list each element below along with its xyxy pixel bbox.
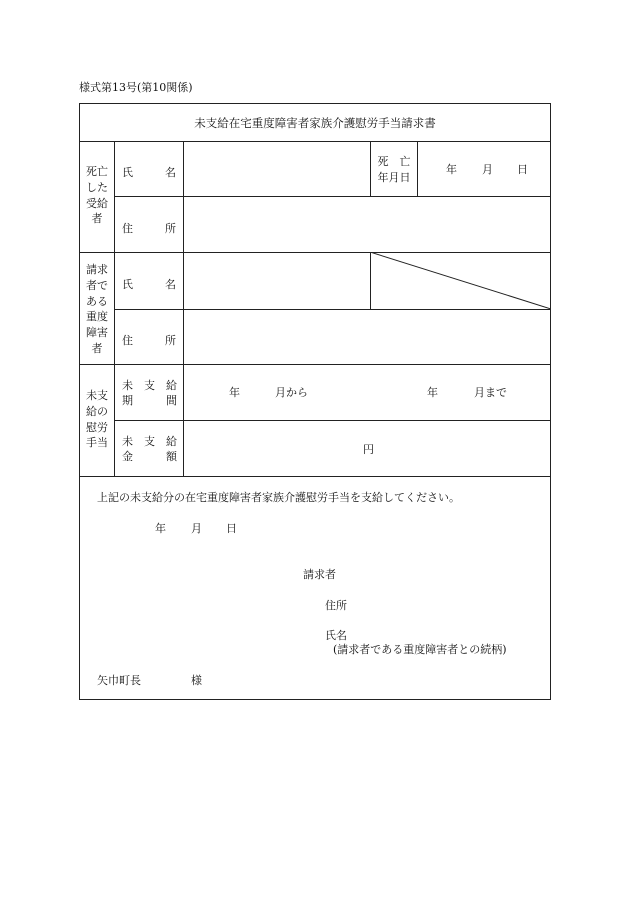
- deceased-date-label: 死 亡 年月日: [377, 155, 411, 184]
- section-label-claimant: 請求者である重度障害者: [86, 263, 108, 355]
- form-caption: 様式第13号(第10関係): [79, 81, 193, 94]
- deceased-date-month: 月: [482, 163, 493, 176]
- deceased-date-year: 年: [446, 163, 457, 176]
- claimant-name-field[interactable]: [184, 253, 370, 309]
- form-title: 未支給在宅重度障害者家族介護慰労手当請求書: [194, 116, 436, 130]
- claimant-address-entry-label: 住所: [325, 599, 347, 612]
- allowance-period-label: 未 支 給 期 間: [122, 379, 177, 407]
- addressee: 矢巾町長: [97, 674, 141, 687]
- declaration-statement: 上記の未支給分の在宅重度障害者家族介護慰労手当を支給してください。: [97, 491, 460, 504]
- allowance-amount-label: 未 支 給 金 額: [122, 435, 177, 463]
- amount-unit: 円: [363, 443, 374, 456]
- form-frame: [79, 103, 551, 700]
- deceased-name-label: 氏 名: [122, 166, 176, 179]
- deceased-address-label: 住 所: [122, 222, 176, 235]
- deceased-address-field[interactable]: [184, 197, 551, 252]
- claimant-name-label: 氏 名: [122, 278, 176, 291]
- blank-cell-diagonal: [370, 252, 551, 309]
- line-table-bottom: [80, 476, 550, 477]
- declaration-date-day: 日: [226, 522, 237, 535]
- section-label-allowance: 未支給の慰労手当: [86, 389, 108, 450]
- deceased-name-field[interactable]: [184, 142, 370, 196]
- addressee-honorific: 様: [191, 674, 202, 687]
- claimant-address-field[interactable]: [184, 310, 551, 364]
- period-to-year: 年: [427, 386, 438, 399]
- line-section-column: [114, 141, 115, 476]
- relation-note: (請求者である重度障害者との続柄): [333, 643, 507, 656]
- period-to-month: 月まで: [474, 386, 507, 399]
- period-from-month: 月から: [275, 386, 308, 399]
- claimant-signature-label: 請求者: [303, 568, 336, 581]
- period-from-year: 年: [229, 386, 240, 399]
- claimant-name-entry-label: 氏名: [325, 629, 347, 642]
- claimant-name-entry[interactable]: [355, 624, 545, 644]
- deceased-date-day: 日: [517, 163, 528, 176]
- claimant-address-entry[interactable]: [355, 594, 545, 614]
- claimant-address-label: 住 所: [122, 334, 176, 347]
- section-label-deceased: 死亡した受給者: [86, 165, 108, 226]
- declaration-date-year: 年: [155, 522, 166, 535]
- declaration-date-month: 月: [191, 522, 202, 535]
